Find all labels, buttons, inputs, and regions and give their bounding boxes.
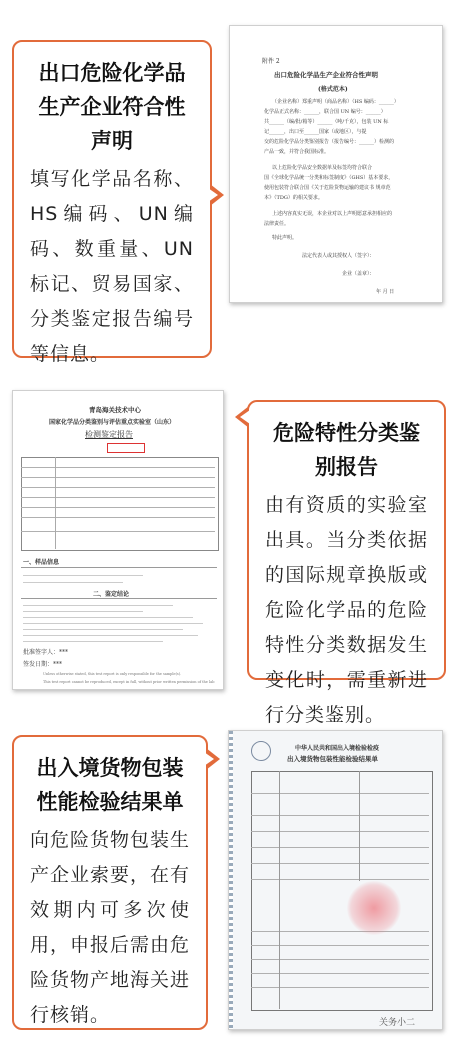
declaration-document [229, 25, 443, 303]
doc-line: 法律责任。 [264, 221, 290, 227]
report-issue-date: 签发日期：*** [23, 661, 63, 668]
classification-title: 危险特性分类鉴别报告 [273, 421, 420, 479]
doc-line: 特此声明。 [272, 235, 298, 241]
packaging-result-document [228, 730, 443, 1030]
doc-signature-line: 法定代表人或其授权人（签字）： [302, 253, 375, 259]
report-number-box [107, 443, 145, 453]
classification-report-document [12, 390, 224, 690]
doc-line: 上述内容真实无误，本企业对以上声明愿意承担相应的 [272, 211, 393, 217]
doc-line: （企业名称）郑重声明（商品名称）（HS 编码：______） [272, 99, 399, 105]
doc-line: 以上危险化学品安全数据单及标签均符合联合 [272, 165, 373, 171]
classification-callout [247, 400, 446, 726]
report-approver: 批准签字人：*** [23, 649, 69, 656]
official-seal [347, 881, 401, 935]
watermark-label: 关务小二 [379, 1018, 416, 1028]
doc-line: 本》（TDG）的相关要求。 [264, 195, 323, 201]
doc-line: 交的危险化学品分类鉴别报告（报告编号：______）检测的 [264, 139, 395, 145]
packaging-title: 出入境货物包装性能检验结果单 [36, 756, 184, 814]
declaration-description: 填写化学品名称、HS编码、UN编码、数重量、UN标记、贸易国家、分类鉴定报告编号等信息。 [30, 168, 194, 365]
section-declaration [0, 0, 455, 365]
packaging-description: 向危险货物包装生产企业索要，在有效期内可多次使用，申报后需由危险货物产地海关进行核销。 [30, 829, 191, 1026]
doc-title: 出口危险化学品生产企业符合性声明 [274, 71, 378, 79]
report-lab: 国家化学品分类鉴别与评估重点实验室（山东） [49, 419, 176, 426]
report-footer-note: Unless otherwise stated, this test report is only responsible for the sample(s). [43, 672, 182, 676]
doc-subtitle: (格式范本) [318, 86, 348, 93]
report-section-conclusion: 二、鉴定结论 [93, 591, 130, 598]
report-table [21, 457, 219, 551]
packaging-doc-org: 中华人民共和国出入境检验检疫 [295, 745, 380, 752]
classification-description: 由有资质的实验室出具。当分类依据的国际规章换版或危险化学品的危险特性分类数据发生变化时，需重新进行分类鉴别。 [265, 494, 428, 726]
doc-line: 化学品正式名称：______，联合国 UN 编号：______） [264, 109, 386, 115]
report-org: 青岛海关技术中心 [89, 406, 141, 414]
packaging-callout [12, 735, 208, 1030]
doc-line: 共______（编/批/箱等）______（吨/千克），包装 UN 标 [264, 119, 389, 125]
report-title: 检测鉴定报告 [85, 430, 133, 439]
section-classification [0, 360, 455, 726]
emblem-icon [251, 741, 271, 761]
doc-date-line: 年 月 日 [376, 289, 395, 295]
doc-attachment-label: 附件 2 [262, 58, 280, 65]
doc-line: 产品一致，并符合我国标准。 [264, 149, 330, 155]
doc-line: 记______，出口至______国家（或地区），与提 [264, 129, 367, 135]
declaration-callout [12, 40, 212, 365]
section-packaging [0, 690, 455, 1053]
doc-line: 国《全球化学品统一分类和标签制度》（GHS）基本要求， [264, 175, 394, 181]
doc-line: 使用包装符合联合国《关于危险货物运输的建议书 规章范 [264, 185, 391, 191]
report-footer-copyright: This test report cannot be reproduced, except in full, without prior written permission of the lab [43, 680, 215, 684]
report-section-sample: 一、样品信息 [23, 559, 60, 566]
packaging-doc-title: 出入境货物包装性能检验结果单 [287, 755, 378, 763]
doc-stamp-line: 企业（盖章）： [342, 271, 375, 277]
declaration-title: 出口危险化学品生产企业符合性声明 [38, 61, 186, 153]
